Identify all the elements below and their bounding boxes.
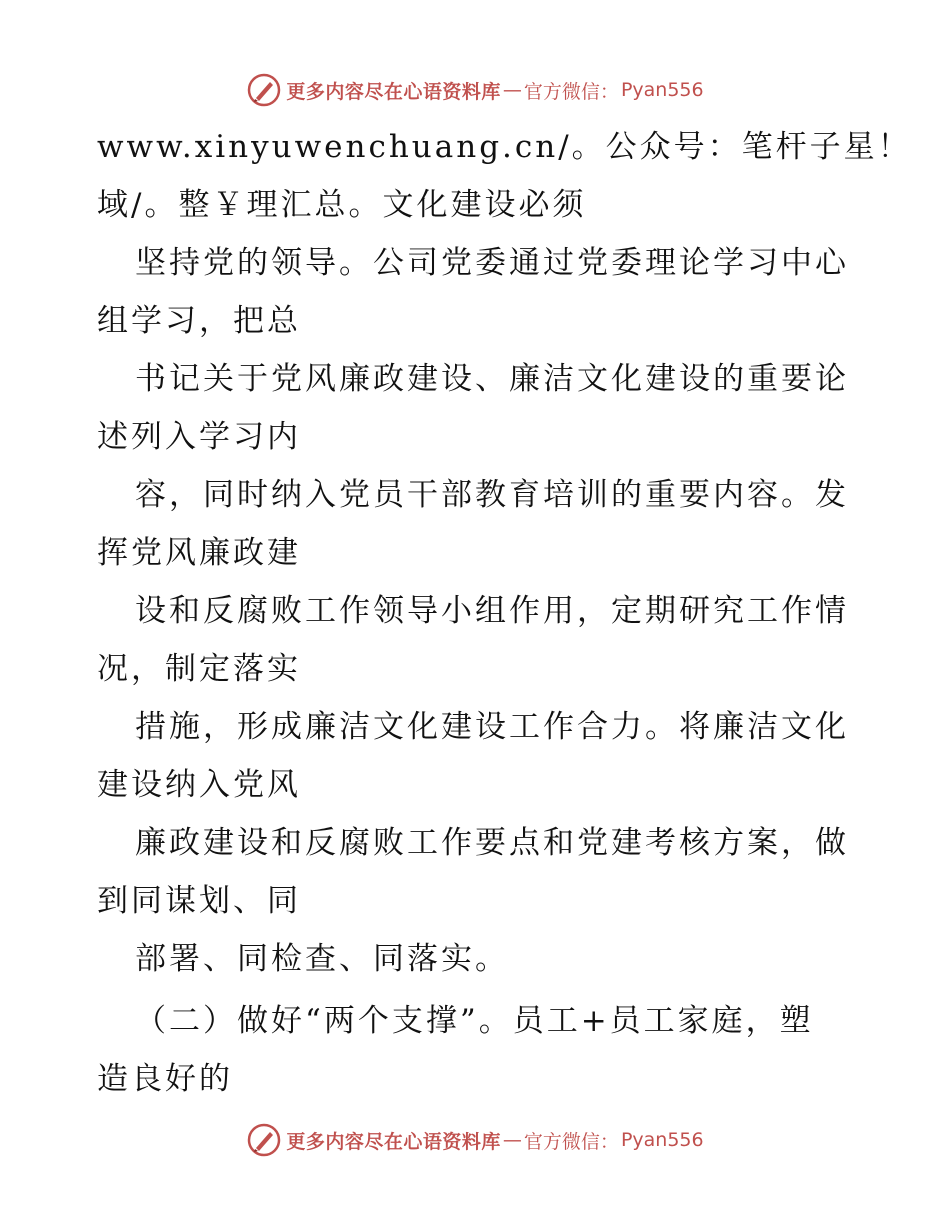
text-line: 到同谋划、同: [97, 883, 301, 919]
text-line: 设和反腐败工作领导小组作用，定期研究工作情: [135, 593, 849, 629]
text-line: 域/。整￥理汇总。文化建设必须: [97, 187, 587, 223]
header-wechat-label: 官方微信：: [523, 80, 619, 103]
header-wechat-id: Pyan556: [620, 79, 704, 101]
logo-icon: [246, 72, 282, 108]
header-dash: —: [502, 79, 522, 101]
footer-title: 更多内容尽在心语资料库: [286, 1130, 501, 1153]
text-line: 述列入学习内: [97, 419, 301, 455]
text-line: 措施，形成廉洁文化建设工作合力。将廉洁文化: [135, 709, 849, 745]
text-line: 廉政建设和反腐败工作要点和党建考核方案，做: [135, 825, 849, 861]
text-line: 部署、同检查、同落实。: [135, 941, 509, 977]
header-banner: [0, 70, 950, 110]
text-line: （二）做好“两个支撑”。员工+员工家庭，塑: [135, 1003, 814, 1039]
text-line: www.xinyuwenchuang.cn/。公众号：笔杆子星！: [97, 129, 912, 165]
text-line: 造良好的: [97, 1061, 233, 1097]
text-line: 组学习，把总: [97, 303, 301, 339]
text-line: 况，制定落实: [97, 651, 301, 687]
footer-wechat-label: 官方微信：: [523, 1130, 619, 1153]
footer-banner: [0, 1120, 950, 1160]
logo-icon: [246, 1122, 282, 1158]
header-title: 更多内容尽在心语资料库: [286, 80, 501, 103]
footer-wechat-id: Pyan556: [620, 1129, 704, 1151]
text-line: 坚持党的领导。公司党委通过党委理论学习中心: [135, 245, 849, 281]
text-line: 建设纳入党风: [97, 767, 301, 803]
footer-dash: —: [502, 1129, 522, 1151]
text-line: 容，同时纳入党员干部教育培训的重要内容。发: [135, 477, 849, 513]
text-line: 挥党风廉政建: [97, 535, 301, 571]
text-line: 书记关于党风廉政建设、廉洁文化建设的重要论: [135, 361, 849, 397]
